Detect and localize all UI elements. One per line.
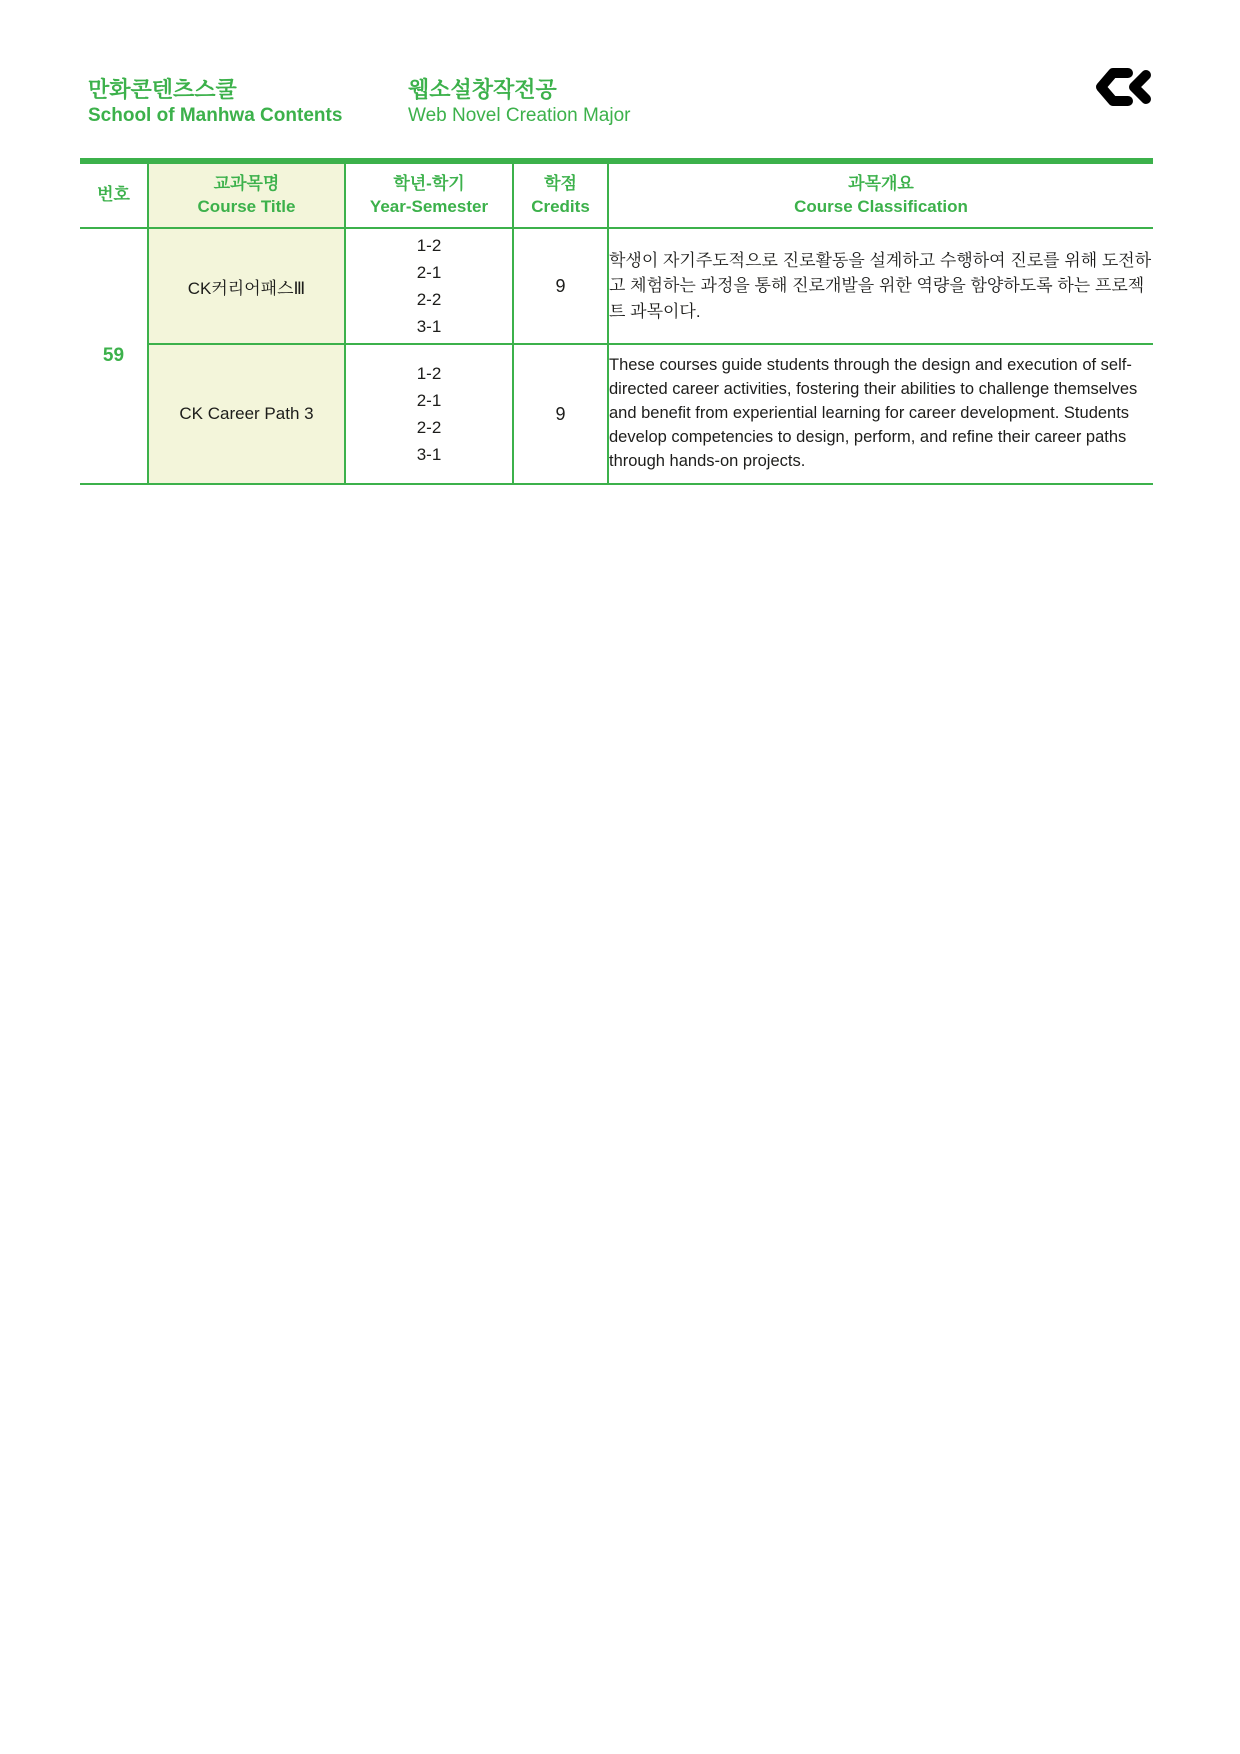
column-header-year-semester-en: Year-Semester bbox=[369, 196, 489, 216]
year-semester-value: 2-1 bbox=[416, 263, 442, 282]
column-header-year-semester-kr: 학년-학기 bbox=[393, 173, 465, 193]
year-semester-value: 2-1 bbox=[416, 391, 442, 410]
year-semester-list-korean-row bbox=[345, 228, 513, 344]
table-header-row bbox=[80, 161, 1153, 228]
course-description-english: These courses guide students through the design and execution of self-directed career activities, fostering their abilities to challenge themselves and benefit from experiential learning for career development. Students develop competencies to design, perform, and refine their career paths through hands-on projects. bbox=[608, 344, 1153, 484]
course-table bbox=[80, 158, 1153, 485]
column-header-credits bbox=[513, 161, 608, 228]
column-header-classification-en: Course Classification bbox=[794, 196, 968, 216]
school-header bbox=[88, 76, 342, 128]
ck-logo-icon bbox=[1092, 66, 1154, 108]
course-number: 59 bbox=[80, 228, 148, 484]
major-name-korean: 웹소설창작전공 bbox=[408, 77, 557, 102]
credits-value-english-row: 9 bbox=[513, 344, 608, 484]
year-semester-value: 3-1 bbox=[416, 317, 442, 336]
table-row-korean bbox=[80, 228, 1153, 344]
course-title-english: CK Career Path 3 bbox=[148, 344, 345, 484]
course-title-korean: CK커리어패스Ⅲ bbox=[148, 228, 345, 344]
year-semester-value: 2-2 bbox=[416, 418, 442, 437]
year-semester-value: 1-2 bbox=[416, 364, 442, 383]
course-description-korean: 학생이 자기주도적으로 진로활동을 설계하고 수행하여 진로를 위해 도전하고 체험하는 과정을 통해 진로개발을 위한 역량을 함양하도록 하는 프로젝트 과목이다. bbox=[608, 228, 1153, 344]
year-semester-value: 2-2 bbox=[416, 290, 442, 309]
column-header-credits-kr: 학점 bbox=[544, 173, 577, 193]
year-semester-list-english-row bbox=[345, 344, 513, 484]
column-header-year-semester bbox=[345, 161, 513, 228]
column-header-course-title-en: Course Title bbox=[197, 196, 296, 216]
major-name-english: Web Novel Creation Major bbox=[408, 104, 631, 126]
column-header-credits-en: Credits bbox=[531, 196, 590, 216]
table-row-english bbox=[80, 344, 1153, 484]
column-header-course-title bbox=[148, 161, 345, 228]
major-header bbox=[408, 76, 630, 128]
column-header-number-kr: 번호 bbox=[97, 185, 130, 205]
column-header-course-title-kr: 교과목명 bbox=[213, 173, 280, 193]
school-name-english: School of Manhwa Contents bbox=[88, 104, 343, 126]
column-header-classification bbox=[608, 161, 1153, 228]
school-name-korean: 만화콘텐츠스쿨 bbox=[88, 77, 237, 102]
year-semester-value: 3-1 bbox=[416, 445, 442, 464]
column-header-number bbox=[80, 161, 148, 228]
credits-value-korean-row: 9 bbox=[513, 228, 608, 344]
year-semester-value: 1-2 bbox=[416, 236, 442, 255]
column-header-classification-kr: 과목개요 bbox=[848, 173, 914, 193]
